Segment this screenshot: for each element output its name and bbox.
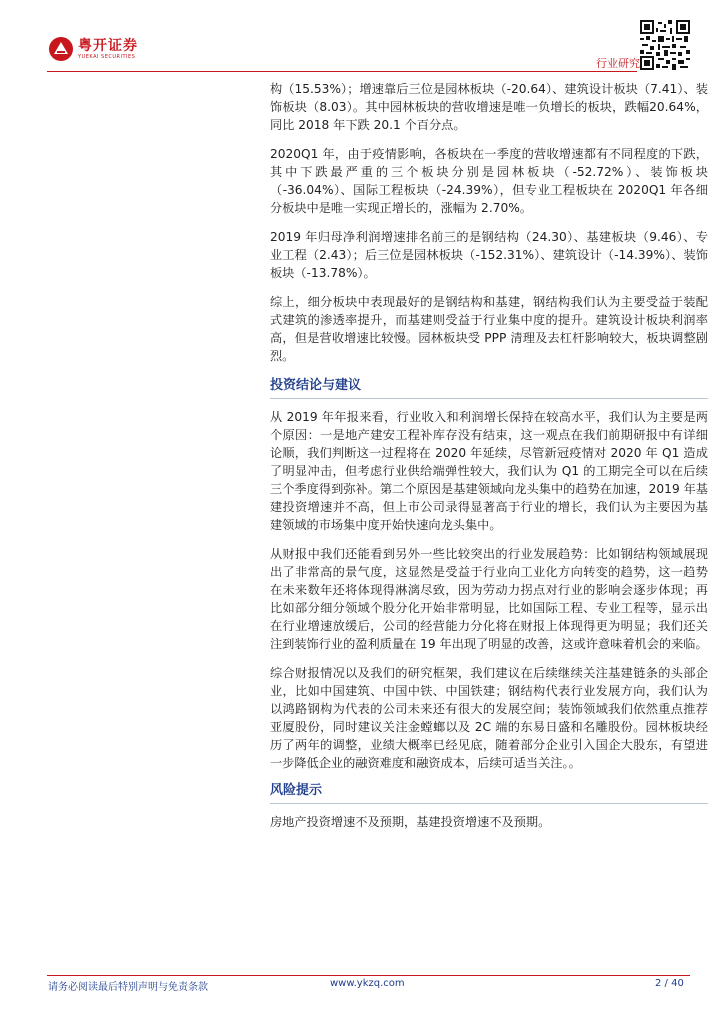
report-body [270, 80, 708, 831]
paragraph-industry-trend: 从财报中我们还能看到另外一些比较突出的行业发展趋势：比如钢结构领域展现出了非常高的景气度，这显然是受益于行业向工业化方向转变的趋势，这一趋势在未来数年还将体现得淋漓尽致，因为劳动力拐点对行业的影响会逐步体现；再比如部分细分领域个股分化开始非常明显，比如国际工程、专业工程等，显示出在行业增速放缓后，公司的经营能力分化将在财报上体现得更为明显；我们还关注到装饰行业的盈利质量在 19 年出现了明显的改善，这或许意味着机会的来临。 [270, 547, 708, 651]
footer-divider [47, 975, 690, 976]
footer-disclaimer: 请务必阅读最后特别声明与免责条款 [48, 982, 208, 993]
section-divider [270, 398, 708, 399]
yuekai-logo-icon [48, 36, 74, 62]
qr-code-icon [640, 20, 690, 70]
paragraph-revenue-growth: 构（15.53%）；增速靠后三位是园林板块（-20.64）、建筑设计板块（7.41）、装饰板块（8.03）。其中园林板块的营收增速是唯一负增长的板块，跌幅20.64%，同比 2018 年下跌 20.1 个百分点。 [270, 82, 708, 132]
logo-name-cn: 粤开证券 [78, 37, 138, 54]
report-category: 行业研究 [596, 57, 640, 70]
paragraph-risk: 房地产投资增速不及预期，基建投资增速不及预期。 [270, 815, 551, 829]
logo-name-en: YUEKAI SECURITIES [78, 53, 136, 60]
header-divider [47, 71, 637, 72]
page-header [0, 0, 724, 80]
paragraph-summary: 综上，细分板块中表现最好的是钢结构和基建，钢结构我们认为主要受益于装配式建筑的渗透率提升，而基建则受益于行业集中度的提升。建筑设计板块利润率高，但是营收增速比较慢。园林板块受 PPP 清理及去杠杆影响较大，板块调整剧烈。 [270, 295, 708, 363]
paragraph-recommendation: 综合财报情况以及我们的研究框架，我们建议在后续继续关注基建链条的头部企业，比如中国建筑、中国中铁、中国铁建；钢结构代表行业发展方向，我们认为以鸿路钢构为代表的公司未来还有很大的发展空间；装饰领域我们依然重点推荐亚厦股份，同时建议关注金螳螂以及 2C 端的东易日盛和名雕股份。园林板块经历了两年的调整，业绩大概率已经见底，随着部分企业引入国企大股东，有望进一步降低企业的融资难度和融资成本，后续可适当关注。。 [270, 666, 708, 770]
footer-website-link[interactable]: www.ykzq.com [330, 978, 405, 989]
section-risk [270, 781, 708, 831]
paragraph-annual-report: 从 2019 年年报来看，行业收入和利润增长保持在较高水平，我们认为主要是两个原因：一是地产建安工程补库存没有结束，这一观点在我们前期研报中有详细论顺，我们判断这一过程将在 2020 年延续，尽管新冠疫情对 2020 年 Q1 造成了明显冲击，但考虑行业供给端弹性较大，我们认为 Q1 的工期完全可以在后续三个季度得到弥补。第二个原因是基建领域向龙头集中的趋势在加速，2019 年基建投资增速并不高，但上市公司录得显著高于行业的增长，我们认为主要因为基建领域的市场集中度开始快速向龙头集中。 [270, 410, 708, 532]
company-logo [48, 36, 138, 62]
section-title-investment: 投资结论与建议 [270, 378, 362, 393]
paragraph-net-profit: 2019 年归母净利润增速排名前三的是钢结构（24.30）、基建板块（9.46）、专业工程（2.43）；后三位是园林板块（-152.31%）、建筑设计（-14.39%）、装饰板块（-13.78%）。 [270, 230, 708, 280]
section-investment [270, 376, 708, 772]
section-divider [270, 803, 708, 804]
paragraph-2020q1: 2020Q1 年，由于疫情影响，各板块在一季度的营收增速都有不同程度的下跌，其中下跌最严重的三个板块分别是园林板块（-52.72%）、装饰板块（-36.04%）、国际工程板块（-24.39%），但专业工程板块在 2020Q1 年各细分板块中是唯一实现正增长的，涨幅为 2.70%。 [270, 147, 708, 215]
section-title-risk: 风险提示 [270, 783, 323, 798]
page-number: 2 / 40 [655, 978, 684, 989]
